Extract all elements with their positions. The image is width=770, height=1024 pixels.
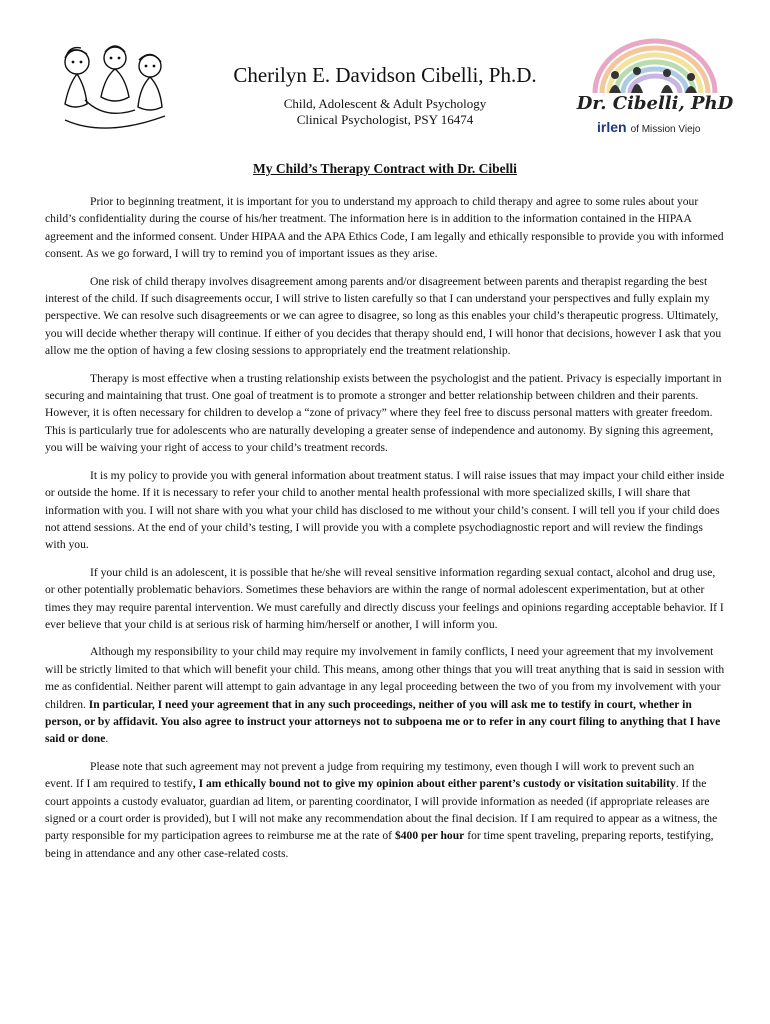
document-title: My Child’s Therapy Contract with Dr. Cibelli <box>253 161 517 176</box>
paragraph-5: If your child is an adolescent, it is possible that he/she will reveal sensitive information regarding sexual contact, alcohol and drug use, or other potentially problematic behaviors. Sometimes these behaviors are within the range of normal adolescent experimentation, but at other times they may require parental intervention. We must carefully and directly discuss your feelings and opinions regarding acceptable behavior. If I ever believe that your child is at serious risk of harming him/herself or another, I will inform you. <box>45 565 724 631</box>
paragraph-7-rate: $400 per hour <box>394 829 465 843</box>
paragraph-6-text: Although my responsibility to your child may require my involvement in family conflicts, I need your agreement that my involvement will be strictly limited to that which will benefit your child. This means, among other things that you will treat anything that is said in session with me as confidential. Neither parent will attempt to gain advantage in any legal proceeding between the two of you from my involvement with your children. <box>45 645 725 711</box>
children-illustration-logo <box>55 40 175 135</box>
paragraph-7-middle: . If the court appoints a custody evaluator, guardian ad litem, or parenting coordinator, I will provide information as needed (if appropriate releases are signed or a court order is provided), but I will not make any recommendation about the final decision. If I am required to appear as a witness, the party responsible for my participation agrees to reimburse me at the rate of <box>45 777 718 843</box>
logo-brand-name: Dr. Cibelli, PhD <box>576 93 734 114</box>
practice-subtitle: Child, Adolescent & Adult Psychology <box>283 96 487 111</box>
paragraph-6 <box>45 643 725 747</box>
paragraph-6-end: . <box>105 732 109 746</box>
irlen-location: of Mission Viejo <box>630 124 701 135</box>
paragraph-7-end: for time spent traveling, preparing reports, testifying, being in attendance and any other case-related costs. <box>45 829 714 860</box>
paragraph-4: It is my policy to provide you with general information about treatment status. I will raise issues that may impact your child either inside or outside the home. If it is necessary to refer your child to another mental health professional with more specialized skills, I will share that information with you. I will not share with you what your child has disclosed to me without your child’s consent. I will tell you if your child does not attend sessions. At the end of your child’s testing, I will provide you with a complete psychodiagnostic report and will review the findings with you. <box>45 468 725 552</box>
doctor-name: Cherilyn E. Davidson Cibelli, Ph.D. <box>233 63 537 87</box>
document-body <box>45 193 725 872</box>
rainbow-graphic <box>575 35 735 95</box>
paragraph-7-text: Please note that such agreement may not prevent a judge from requiring my testimony, even though I will work to prevent such an event. If I am required to testify <box>45 759 695 791</box>
irlen-wordmark: irlen <box>597 119 627 135</box>
paragraph-7-bold: , I am ethically bound not to give my opinion about either parent’s custody or visitation suitability <box>192 777 676 791</box>
paragraph-3: Therapy is most effective when a trusting relationship exists between the psychologist and the patient. Privacy is especially important in securing and maintaining that trust. One goal of treatment is to promote a stronger and better relationship between children and their parents. However, it is often necessary for children to develop a “zone of privacy” where they feel free to discuss personal matters with greater freedom. This is particularly true for adolescents who are naturally developing a greater sense of independence and autonomy. By signing this agreement, you will be waiving your right of access to your child’s treatment records. <box>45 371 722 455</box>
letterhead <box>180 62 590 128</box>
paragraph-2: One risk of child therapy involves disagreement among parents and/or disagreement between parents and therapist regarding the best interest of the child. If such disagreements occur, I will strive to listen carefully so that I can understand your perspectives and fully explain my perspective. We can resolve such disagreements or we can agree to disagree, so long as this enables your child’s therapeutic progress. Ultimately, you will decide whether therapy will continue. If either of you decides that therapy should end, I will honor that decisions, however I ask that you allow me the option of having a few closing sessions to appropriately end the treatment relationship. <box>45 274 722 358</box>
paragraph-7 <box>45 758 725 862</box>
paragraph-6-bold: In particular, I need your agreement that in any such proceedings, neither of you will ask me to testify in court, whether in person, or by affidavit. You also agree to instruct your attorneys not to subpoena me or to refer in any court filing to anything that I have said or done <box>45 697 721 746</box>
logo-irlen-line <box>597 119 700 135</box>
paragraph-1: Prior to beginning treatment, it is important for you to understand my approach to child therapy and agree to some rules about your child’s confidentiality during the course of his/her treatment. The information here is in addition to the information contained in the HIPAA agreement and the informed consent. Under HIPAA and the APA Ethics Code, I am legally and ethically responsible to provide you with informed consent. As we go forward, I will try to remind you of important issues as they arise. <box>45 195 724 261</box>
credential-line: Clinical Psychologist, PSY 16474 <box>296 112 474 127</box>
dr-cibelli-logo <box>575 35 735 145</box>
